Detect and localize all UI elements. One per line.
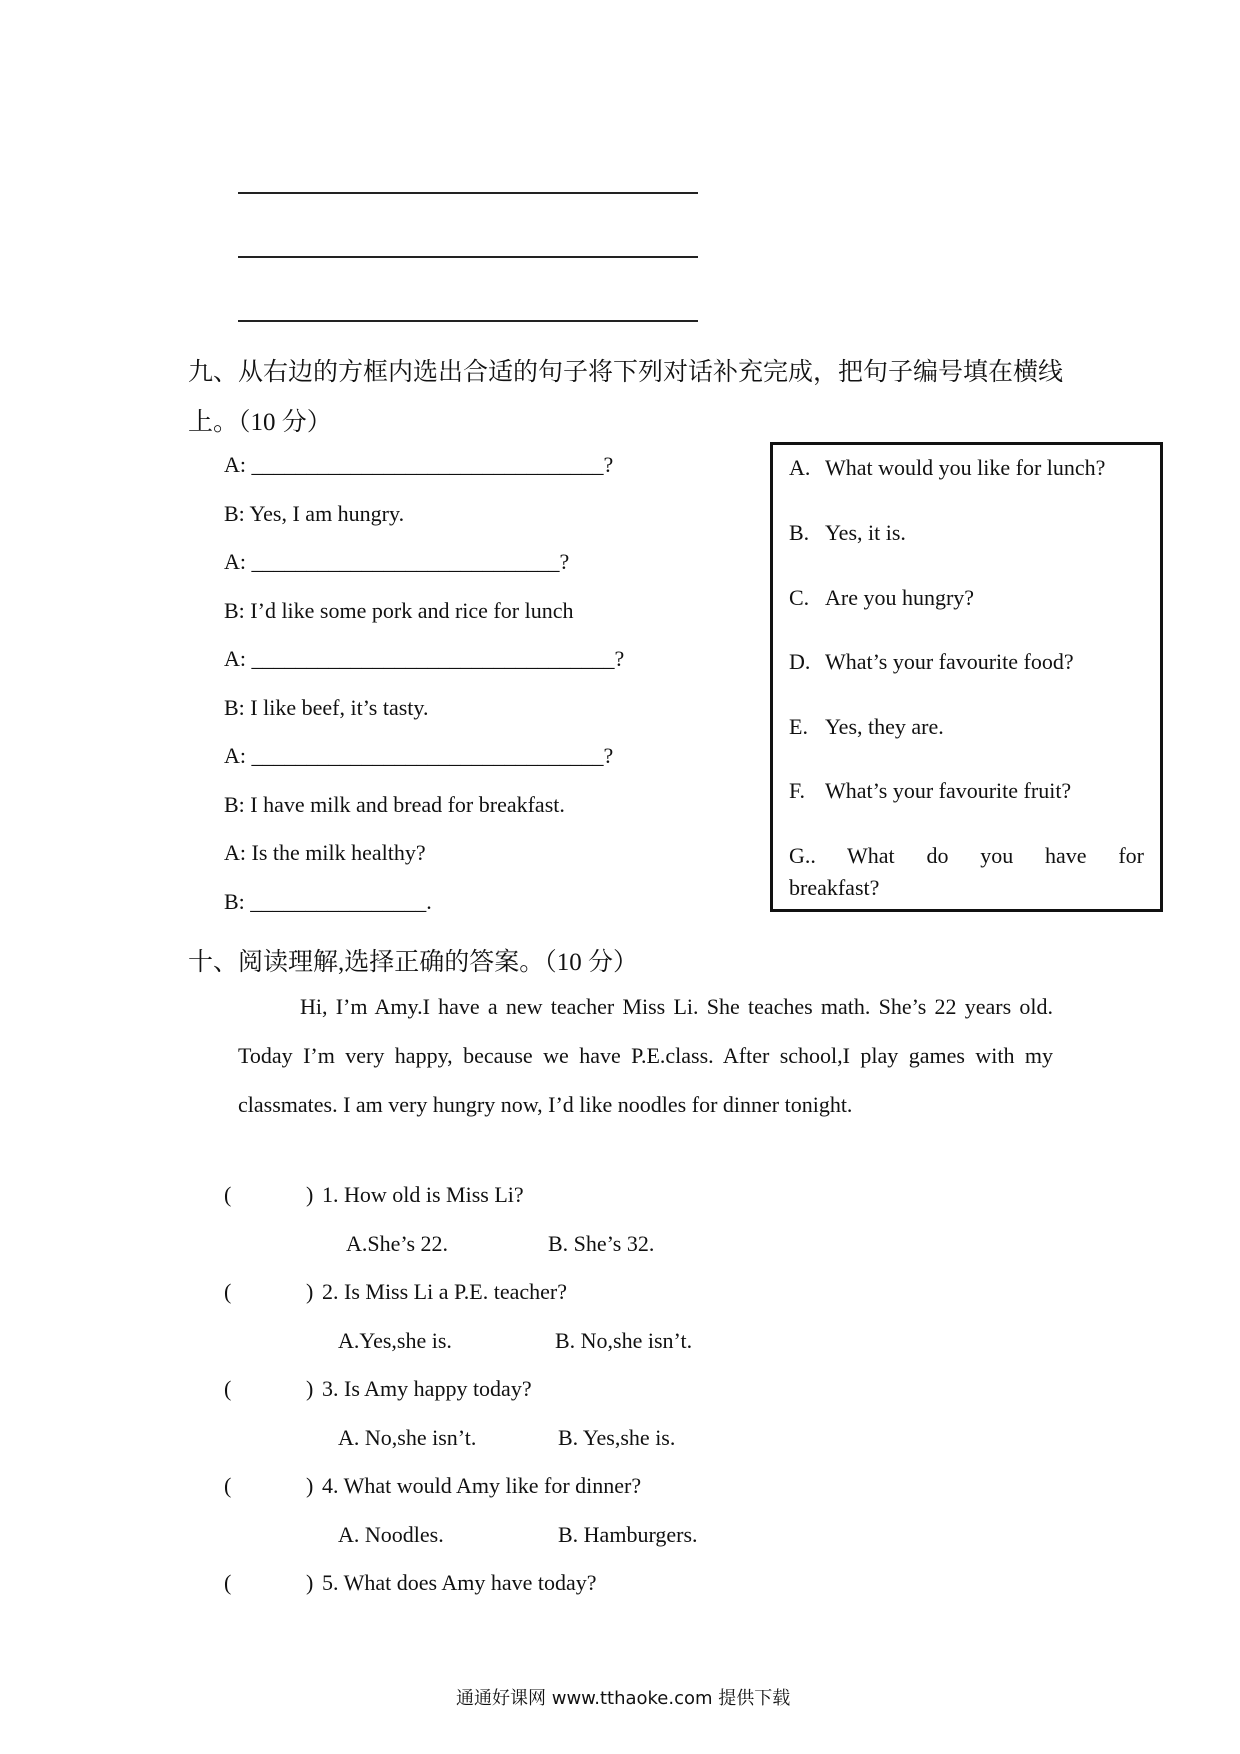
option-e: E. Yes, they are. [789, 714, 944, 739]
dialogue-line-5: A: _________________________________? [224, 646, 625, 671]
q3-paren-open: ( [224, 1376, 232, 1401]
footer-watermark: 通通好课网 www.tthaoke.com 提供下载 [456, 1688, 791, 1709]
dialogue-line-3: A: ____________________________? [224, 549, 570, 574]
section10-heading: 十、阅读理解,选择正确的答案。（10 分） [188, 949, 639, 976]
options-box [770, 442, 1163, 912]
q3-text: 3. Is Amy happy today? [322, 1376, 532, 1401]
q2-paren-close: ) [306, 1279, 314, 1304]
q1-option-b: B. She’s 32. [548, 1231, 655, 1256]
q1-paren-close: ) [306, 1182, 314, 1207]
q4-option-a: A. Noodles. [338, 1522, 444, 1547]
q1-text: 1. How old is Miss Li? [322, 1182, 524, 1207]
dialogue-line-9: A: Is the milk healthy? [224, 840, 426, 865]
answer-line-1 [238, 192, 698, 194]
option-g-line2: breakfast? [789, 875, 880, 900]
q1-option-a: A.She’s 22. [346, 1231, 449, 1256]
option-d: D. What’s your favourite food? [789, 649, 1074, 674]
q5-text: 5. What does Amy have today? [322, 1570, 597, 1595]
section9-heading-line2: 上。（10 分） [188, 409, 332, 436]
q5-paren-open: ( [224, 1570, 232, 1595]
section9-heading-line1: 九、从右边的方框内选出合适的句子将下列对话补充完成，把句子编号填在横线 [188, 359, 1064, 386]
dialogue-line-6: B: I like beef, it’s tasty. [224, 695, 429, 720]
reading-passage: Hi, I’m Amy.I have a new teacher Miss Li. She teaches math. She’s 22 years old. Today I’m very happy, because we have P.E.class. After school,I play games with my classmates. I am very hungry now, I’d like noodles for dinner tonight. [238, 994, 1053, 1117]
q4-paren-close: ) [306, 1473, 314, 1498]
q3-option-b: B. Yes,she is. [558, 1425, 676, 1450]
option-b: B. Yes, it is. [789, 520, 906, 545]
dialogue-line-8: B: I have milk and bread for breakfast. [224, 792, 565, 817]
answer-line-2 [238, 256, 698, 258]
q2-option-a: A.Yes,she is. [338, 1328, 452, 1353]
option-a: A. What would you like for lunch? [789, 455, 1106, 480]
q1-paren-open: ( [224, 1182, 232, 1207]
q3-paren-close: ) [306, 1376, 314, 1401]
q2-text: 2. Is Miss Li a P.E. teacher? [322, 1279, 567, 1304]
q5-paren-close: ) [306, 1570, 314, 1595]
dialogue-line-7: A: ________________________________? [224, 743, 614, 768]
q4-option-b: B. Hamburgers. [558, 1522, 698, 1547]
q3-option-a: A. No,she isn’t. [338, 1425, 477, 1450]
dialogue-line-4: B: I’d like some pork and rice for lunch [224, 598, 574, 623]
q4-paren-open: ( [224, 1473, 232, 1498]
option-g-text: What do you have for [847, 843, 1144, 868]
option-g: G.. What do you have for [789, 843, 1144, 868]
dialogue-line-1: A: ________________________________? [224, 452, 614, 477]
q4-text: 4. What would Amy like for dinner? [322, 1473, 642, 1498]
option-c: C. Are you hungry? [789, 585, 975, 610]
dialogue-line-2: B: Yes, I am hungry. [224, 501, 405, 526]
q2-paren-open: ( [224, 1279, 232, 1304]
q2-option-b: B. No,she isn’t. [555, 1328, 693, 1353]
answer-line-3 [238, 320, 698, 322]
dialogue-line-10: B: ________________. [224, 889, 432, 914]
option-f: F. What’s your favourite fruit? [789, 778, 1072, 803]
